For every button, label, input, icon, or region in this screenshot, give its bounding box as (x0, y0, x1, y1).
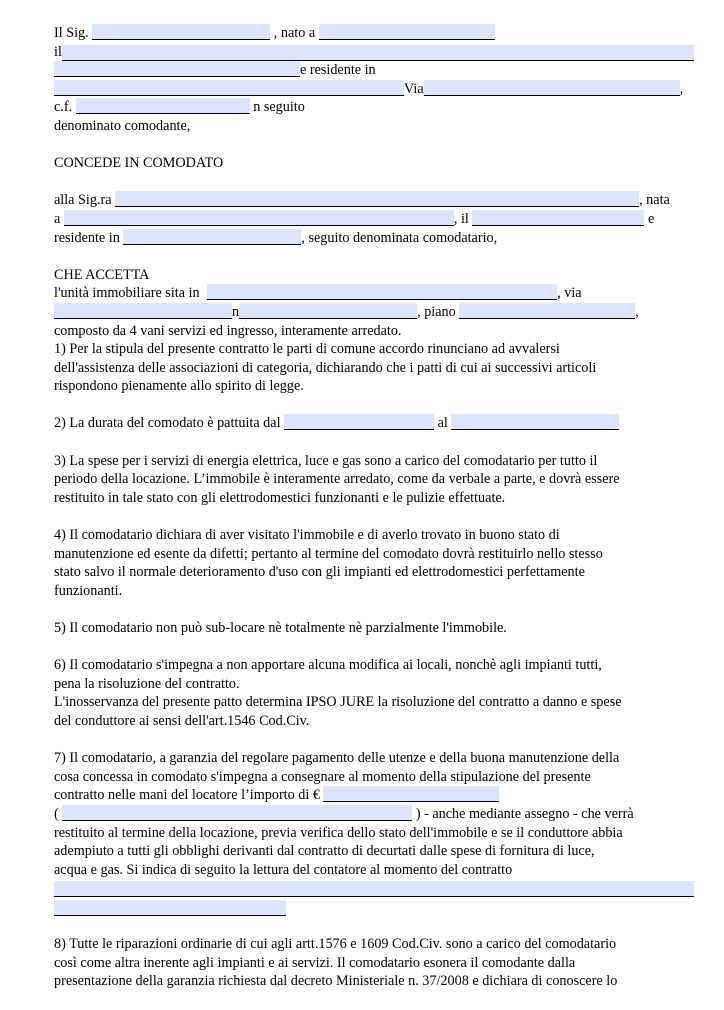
clause7-line: restituito al termine della locazione, previa verifica dello stato dell'immobile e se il conduttore abbia (54, 824, 623, 841)
party1-line6 (54, 117, 694, 136)
property-line2 (54, 303, 694, 322)
field-meter-reading[interactable] (54, 881, 694, 897)
field-floor-property[interactable] (459, 303, 635, 319)
party1-line1 (54, 24, 694, 43)
label-importo: contratto nelle mani del locatore l’importo di € (54, 787, 320, 804)
label-nato-a: , nato a (273, 25, 316, 41)
clause1-line: rispondono pienamente allo spirito di legge. (54, 378, 304, 395)
field-residence-comodatario[interactable] (123, 229, 301, 245)
field-number-property[interactable] (239, 303, 417, 319)
label-seguito2: , seguito denominata comodatario, (301, 229, 498, 246)
contract-document (54, 24, 694, 991)
clause1-line: dell'assistenza delle associazioni di categoria, dichiarando che i patti di cui ai successivi articoli (54, 359, 597, 376)
clause8-line: così come altra inerente agli impianti e ai servizi. Il comodatario esonera il comodante dalla (54, 954, 576, 971)
clause4-line: 4) Il comodatario dichiara di aver visitato l'immobile e di averlo trovato in buono stato di (54, 527, 560, 544)
party1-line3 (54, 61, 694, 80)
label-residente2: residente in (54, 229, 120, 246)
clause7-meter-line2 (54, 898, 694, 917)
clause6-line: L'inosservanza del presente patto determina IPSO JURE la risoluzione del contratto a danno e spese (54, 694, 622, 711)
clause6-line: del conduttore ai sensi dell'art.1546 Cod.Civ. (54, 712, 310, 729)
field-street-comodante[interactable] (424, 80, 680, 96)
field-birthdate-comodatario[interactable] (472, 210, 644, 226)
label-cf: c.f. (54, 99, 73, 116)
label-comma2: , (635, 303, 639, 320)
field-meter-reading-cont[interactable] (54, 900, 286, 916)
clause4-line: funzionanti. (54, 582, 123, 599)
field-city-property[interactable] (207, 284, 557, 300)
clause4-line: manutenzione ed esente da difetti; pertanto al termine del comodato dovrà restituirlo nello stesso (54, 545, 603, 562)
clause8-line: 8) Tutte le riparazioni ordinarie di cui agli artt.1576 e 1609 Cod.Civ. sono a carico del comodatario (54, 936, 617, 953)
party1-line2 (54, 43, 694, 62)
field-name-comodante[interactable] (92, 24, 270, 40)
label-paren-close: ) - anche mediante assegno - che verrà (415, 805, 634, 822)
clause1-line: 1) Per la stipula del presente contratto le parti di comune accordo rinunciano ad avvalersi (54, 341, 560, 358)
label-al: al (437, 415, 448, 432)
field-birthdate-comodante[interactable] (62, 45, 694, 61)
party1-line5 (54, 98, 694, 117)
heading-accetta: CHE ACCETTA (54, 266, 150, 283)
label-via2: , via (557, 285, 582, 302)
field-date-from[interactable] (284, 414, 434, 430)
party2-line1 (54, 191, 694, 210)
property-line1 (54, 284, 694, 303)
clause7-meter-line1 (54, 879, 694, 898)
clause3-line: restituito in tale stato con gli elettrodomestici funzionanti e le pulizie effettuate. (54, 489, 506, 506)
label-il2: , il (453, 210, 469, 227)
label-seguito: n seguito (253, 99, 305, 116)
label-comma: , (679, 80, 684, 97)
clause7-importo-line (54, 786, 694, 805)
field-date-to[interactable] (451, 414, 619, 430)
clause3-line: 3) La spese per i servizi di energia elettrica, luce e gas sono a carico del comodatario per tutto il (54, 452, 598, 469)
clause7-amount-words-line (54, 805, 694, 824)
clause6-line: 6) Il comodatario s'impegna a non apportare alcuna modifica ai locali, nonchè agli impianti tutti, (54, 657, 602, 674)
field-name-comodatario[interactable] (115, 191, 639, 207)
label-n: n (232, 303, 240, 320)
clause7-line: adempiuto a tutti gli obblighi derivanti dal contratto di decurtati dalle spese di fornitura di luce, (54, 843, 595, 860)
label-paren-open: ( (54, 805, 59, 822)
party2-line2 (54, 210, 694, 229)
label-il: il (54, 43, 62, 60)
field-birthplace-comodante[interactable] (319, 24, 495, 40)
clause2-line (54, 414, 694, 433)
clause4-line: stato salvo il normale deterioramento d'uso con gli impianti ed elettrodomestici perfettamente (54, 564, 585, 581)
clause7-line: cosa concessa in comodato s'impegna a consegnare al momento della stipulazione del presente (54, 768, 591, 785)
field-cf-comodante[interactable] (76, 98, 250, 114)
clause8-line: presentazione della garanzia richiesta dal decreto Ministeriale n. 37/2008 e dichiara di conoscere lo (54, 973, 618, 990)
label-residente: e residente in (300, 62, 376, 79)
label-via: Via (404, 80, 424, 97)
label-sig: Il Sig. (54, 25, 89, 41)
label-unita: l'unità immobiliare sita in (54, 285, 200, 302)
heading-concede: CONCEDE IN COMODATO (54, 155, 224, 172)
property-line3: composto da 4 vani servizi ed ingresso, interamente arredato. (54, 322, 402, 339)
label-e: e (647, 210, 655, 227)
label-a: a (54, 210, 61, 227)
clause3-line: periodo della locazione. L’immobile è interamente arredato, come da verbale a parte, e dovrà essere (54, 471, 620, 488)
party1-line4 (54, 80, 694, 99)
clause6-line: pena la risoluzione del contratto. (54, 675, 240, 692)
clause7-line: 7) Il comodatario, a garanzia del regolare pagamento delle utenze e della buona manutenzione della (54, 750, 620, 767)
label-nata: , nata (639, 192, 670, 209)
clause7-line: acqua e gas. Si indica di seguito la lettura del contatore al momento del contratto (54, 861, 513, 878)
field-amount-words[interactable] (62, 805, 412, 821)
field-street-property[interactable] (54, 303, 232, 319)
clause5-line: 5) Il comodatario non può sub-locare nè totalmente nè parzialmente l'immobile. (54, 620, 507, 636)
field-birthdate-cont-comodante[interactable] (54, 61, 300, 77)
label-denominato: denominato comodante, (54, 117, 191, 134)
clause2-text: 2) La durata del comodato è pattuita dal (54, 415, 281, 432)
party2-line3 (54, 229, 694, 248)
field-birthplace-comodatario[interactable] (64, 210, 454, 226)
label-piano: , piano (417, 303, 456, 320)
label-sigra: alla Sig.ra (54, 192, 112, 209)
field-amount-number[interactable] (323, 786, 499, 802)
field-residence-comodante[interactable] (54, 80, 404, 96)
